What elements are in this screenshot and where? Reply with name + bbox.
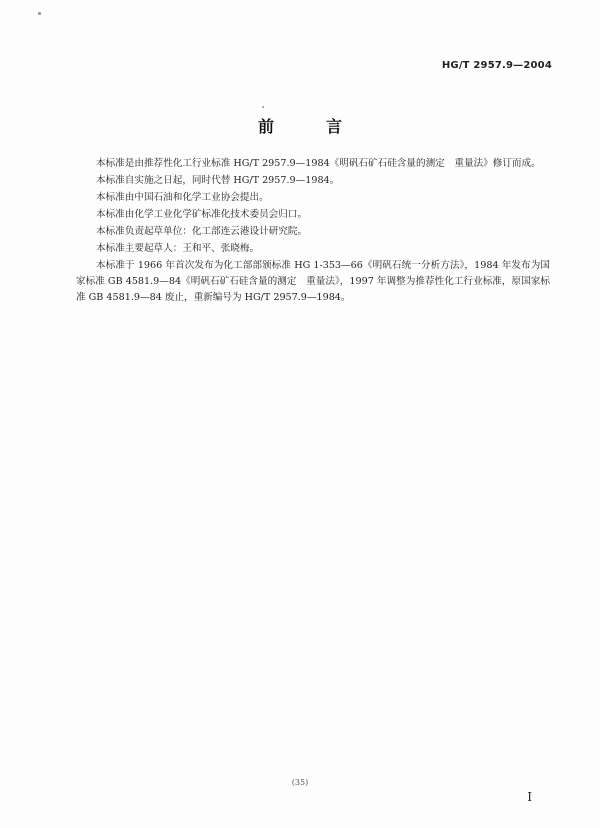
- page-title: 前 言: [257, 117, 360, 136]
- standard-code: HG/T 2957.9—2004: [441, 60, 552, 71]
- paragraph: 本标准是由推荐性化工行业标准 HG/T 2957.9—1984《明矾石矿石硅含量的测定 重量法》修订而成。: [96, 158, 541, 169]
- scan-speck: [262, 106, 264, 108]
- paragraph: 本标准于 1966 年首次发布为化工部部颁标准 HG 1-353—66《明矾石统一分析方法》，1984 年发布为国家标准 GB 4581.9—84《明矾石矿石硅含量的测定 重量法》，1997 年调整为推荐性化工行业标准，原国家标准 GB 4581.9—84 废止，重新编号为 HG/T 2957.9—1984。: [76, 260, 550, 303]
- body-text: [76, 156, 550, 307]
- paragraph: 本标准由中国石油和化学工业协会提出。: [96, 192, 269, 203]
- page-number: I: [527, 790, 532, 804]
- paragraph: 本标准自实施之日起，同时代替 HG/T 2957.9—1984。: [96, 175, 340, 186]
- paragraph: 本标准负责起草单位：化工部连云港设计研究院。: [96, 226, 308, 237]
- paragraph: 本标准主要起草人：王和平、张晓梅。: [96, 243, 260, 254]
- scan-speck: [38, 12, 41, 15]
- paragraph: 本标准由化学工业化学矿标准化技术委员会归口。: [96, 209, 308, 220]
- folio-number: (35): [291, 778, 309, 787]
